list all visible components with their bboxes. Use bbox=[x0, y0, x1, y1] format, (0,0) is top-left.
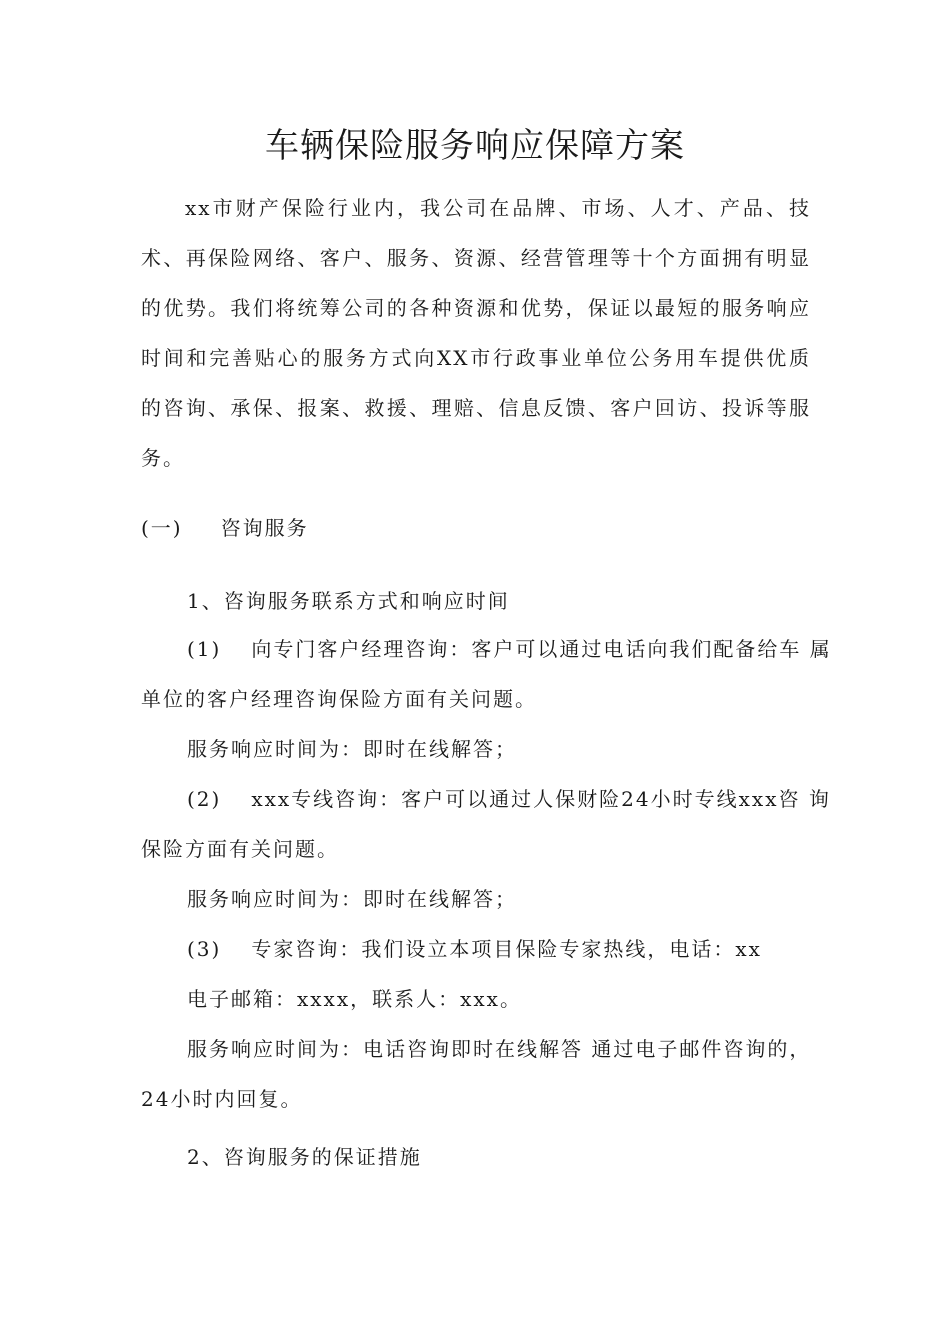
item-1-response: 服务响应时间为：即时在线解答； bbox=[187, 737, 517, 761]
item-3-response-line-1: 服务响应时间为：电话咨询即时在线解答 通过电子邮件咨询的， bbox=[187, 1037, 812, 1061]
item-3-line-1 bbox=[187, 924, 867, 974]
item-2-number: (2) bbox=[187, 787, 222, 811]
item-3-response-line-2: 24小时内回复。 bbox=[141, 1087, 303, 1111]
subsection-heading-2: 2、咨询服务的保证措施 bbox=[187, 1145, 422, 1169]
item-2-line-2: 保险方面有关问题。 bbox=[141, 837, 339, 861]
item-3-text: 专家咨询：我们设立本项目保险专家热线，电话：xx bbox=[251, 937, 762, 961]
subsection-heading-1: 1、咨询服务联系方式和响应时间 bbox=[187, 589, 510, 613]
item-1-line-1 bbox=[187, 624, 867, 674]
section-heading bbox=[141, 503, 821, 553]
item-2-text: xxx专线咨询：客户可以通过人保财险24小时专线xxx咨 询 bbox=[251, 787, 831, 811]
section-number: (一) bbox=[141, 516, 183, 540]
section-title: 咨询服务 bbox=[220, 516, 309, 540]
item-1-number: (1) bbox=[187, 637, 222, 661]
item-2-response: 服务响应时间为：即时在线解答； bbox=[187, 887, 517, 911]
item-1-line-2: 单位的客户经理咨询保险方面有关问题。 bbox=[141, 687, 537, 711]
item-3-number: (3) bbox=[187, 937, 222, 961]
intro-paragraph: xx市财产保险行业内，我公司在品牌、市场、人才、产品、技术、再保险网络、客户、服务、资源、经营管理等十个方面拥有明显的优势。我们将统筹公司的各种资源和优势，保证以最短的服务响应时间和完善贴心的服务方式向XX市行政事业单位公务用车提供优质 的咨询、承保、报案、救援、理赔、信息反馈、客户回访、投诉等服务。 bbox=[141, 196, 811, 470]
item-2-line-1 bbox=[187, 774, 867, 824]
item-3-line-2: 电子邮箱：xxxx，联系人：xxx。 bbox=[187, 987, 522, 1011]
item-1-text: 向专门客户经理咨询：客户可以通过电话向我们配备给车 属 bbox=[251, 637, 832, 661]
document-title: 车辆保险服务响应保障方案 bbox=[265, 126, 685, 166]
